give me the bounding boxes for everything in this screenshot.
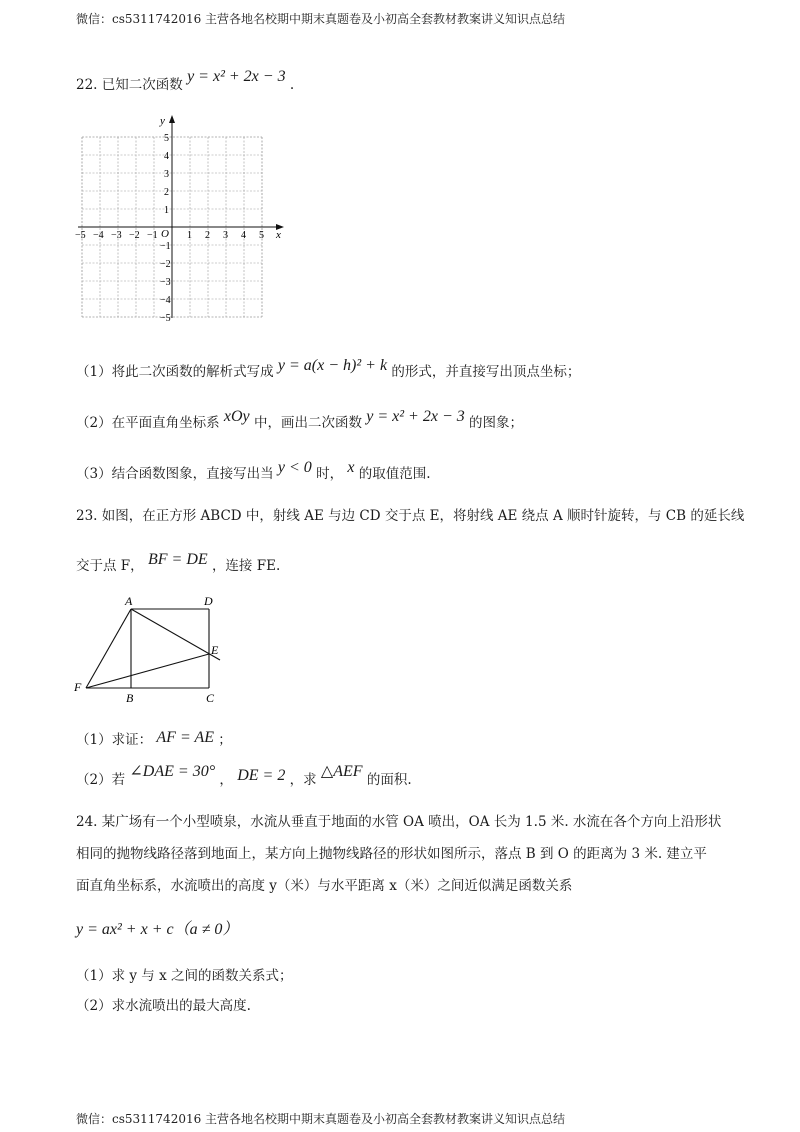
q22-part2-text-c: 的图象； xyxy=(469,415,524,431)
x-tick-label: 2 xyxy=(205,230,210,241)
y-tick-label: −2 xyxy=(160,259,171,270)
q23-stem-text-b: ，连接 FE. xyxy=(211,558,281,574)
q23-part2-math: ∠DAE = 30° xyxy=(129,763,216,780)
q22-part2-math: xOy xyxy=(223,408,250,425)
point-A-label: A xyxy=(125,594,133,608)
q22-coordinate-grid xyxy=(70,110,295,325)
q23-stem-math: BF = DE xyxy=(147,551,208,568)
y-tick-label: 5 xyxy=(164,133,169,144)
q22-number: 22. xyxy=(76,77,98,93)
q23-part1-math: AF = AE xyxy=(156,729,214,746)
q22-part3 xyxy=(76,459,431,484)
q24-stem-line1: 24. 某广场有一个小型喷泉，水流从垂直于地面的水管 OA 喷出，OA 长为 1.5 米. 水流在各个方向上沿形状 xyxy=(76,814,722,830)
q23-stem-text-a: 交于点 F， xyxy=(76,558,144,574)
q22-part2-math2: y = x² + 2x − 3 xyxy=(366,408,465,425)
y-tick-label: −1 xyxy=(160,241,171,252)
q23-part1 xyxy=(76,730,232,750)
q23-part2-math2: DE = 2 xyxy=(237,767,286,784)
y-tick-label: −3 xyxy=(160,277,171,288)
page-footer: 微信：cs5311742016 主营各地名校期中期末真题卷及小初高全套教材教案讲义知识点总结 xyxy=(76,1112,566,1126)
x-tick-label: −1 xyxy=(147,230,158,241)
q23-part2-text-b: ， xyxy=(219,772,233,788)
q23-part2 xyxy=(76,763,412,790)
q23-part2-text-d: 的面积. xyxy=(366,772,412,788)
q22-part2-text-b: 中，画出二次函数 xyxy=(253,415,362,431)
y-axis-arrow xyxy=(169,115,175,123)
y-tick-label: 4 xyxy=(164,151,169,162)
q23-part2-text-c: ，求 xyxy=(289,772,317,788)
q23-part1-text-b: ； xyxy=(218,732,232,748)
q23-part2-math3: △AEF xyxy=(320,763,363,780)
q23-part2-text-a: （2）若 xyxy=(76,772,126,788)
q22-part3-text-a: （3）结合函数图象，直接写出当 xyxy=(76,466,274,482)
y-tick-label: 3 xyxy=(164,169,169,180)
q22-stem-text: 已知二次函数 xyxy=(101,77,183,93)
segment-FE xyxy=(86,654,209,688)
q23-part1-text-a: （1）求证： xyxy=(76,732,153,748)
q23-stem-line2 xyxy=(76,551,281,576)
point-F-label: F xyxy=(74,680,82,694)
x-axis-label: x xyxy=(276,229,281,241)
y-tick-label: −4 xyxy=(160,295,171,306)
x-tick-label: −4 xyxy=(93,230,104,241)
q22-stem xyxy=(76,68,295,95)
q22-function: y = x² + 2x − 3 xyxy=(187,68,286,85)
y-tick-label: −5 xyxy=(160,313,171,324)
segment-AF xyxy=(86,609,131,688)
point-B-label: B xyxy=(126,691,134,705)
q24-stem-line3: 面直角坐标系，水流喷出的高度 y（米）与水平距离 x（米）之间近似满足函数关系 xyxy=(76,878,573,894)
x-tick-label: −3 xyxy=(111,230,122,241)
point-D-label: D xyxy=(204,594,213,608)
x-tick-label: 1 xyxy=(187,230,192,241)
q22-period: . xyxy=(289,77,295,93)
point-C-label: C xyxy=(206,691,215,705)
q22-part3-text-c: 的取值范围. xyxy=(358,466,431,482)
point-E-label: E xyxy=(211,643,219,657)
q22-part2 xyxy=(76,408,524,433)
q22-part3-text-b: 时， xyxy=(316,466,344,482)
x-tick-label: 4 xyxy=(241,230,246,241)
q22-part3-math2: x xyxy=(347,459,355,476)
q23-stem-line1: 23. 如图，在正方形 ABCD 中，射线 AE 与边 CD 交于点 E，将射线 AE 绕点 A 顺时针旋转，与 CB 的延长线 xyxy=(76,508,745,524)
q24-part2: （2）求水流喷出的最大高度. xyxy=(76,998,251,1014)
q22-part1-text-a: （1）将此二次函数的解析式写成 xyxy=(76,364,274,380)
y-tick-label: 2 xyxy=(164,187,169,198)
q22-part3-math: y < 0 xyxy=(277,459,312,476)
q22-part1 xyxy=(76,357,581,382)
origin-label: O xyxy=(161,228,169,240)
x-tick-label: 3 xyxy=(223,230,228,241)
q22-part1-text-b: 的形式，并直接写出顶点坐标； xyxy=(391,364,581,380)
q22-part2-text-a: （2）在平面直角坐标系 xyxy=(76,415,220,431)
page-header: 微信：cs5311742016 主营各地名校期中期末真题卷及小初高全套教材教案讲义知识点总结 xyxy=(76,12,566,26)
x-tick-label: 5 xyxy=(259,230,264,241)
x-tick-label: −2 xyxy=(129,230,140,241)
y-tick-label: 1 xyxy=(164,205,169,216)
q24-formula: y = ax² + x + c（a ≠ 0） xyxy=(76,921,239,938)
q24-part1: （1）求 y 与 x 之间的函数关系式； xyxy=(76,968,293,984)
q23-geometry-figure xyxy=(70,592,230,707)
q24-stem-line2: 相同的抛物线路径落到地面上，某方向上抛物线路径的形状如图所示，落点 B 到 O 的距离为 3 米. 建立平 xyxy=(76,846,707,862)
ray-AE xyxy=(131,609,220,660)
q22-part1-math: y = a(x − h)² + k xyxy=(277,357,388,374)
x-tick-label: −5 xyxy=(75,230,86,241)
y-axis-label: y xyxy=(160,115,165,127)
